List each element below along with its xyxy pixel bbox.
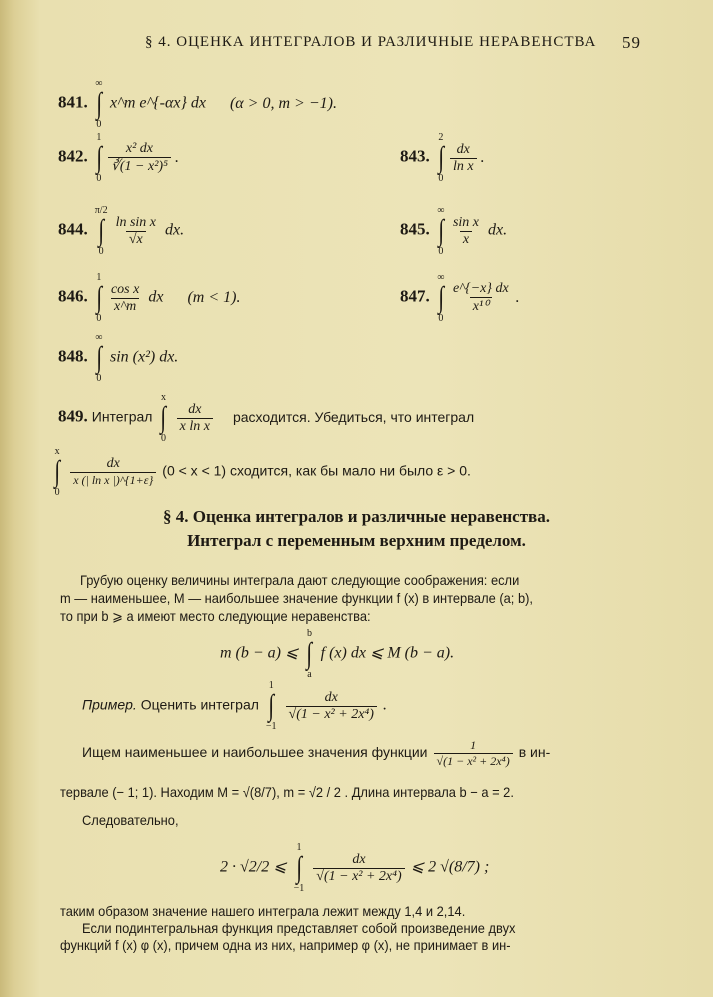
problem-number: 848.	[58, 346, 88, 366]
paragraph-line: Следовательно,	[82, 812, 179, 828]
inequality-1	[220, 628, 454, 680]
fraction	[108, 141, 171, 175]
denominator: x ln x	[177, 418, 213, 435]
math: f (x) dx ⩽ M (b − a).	[320, 644, 455, 662]
lower-limit: a	[307, 669, 312, 680]
integral	[305, 628, 313, 680]
upper-limit: b	[307, 628, 313, 639]
upper-limit: 1	[96, 272, 102, 283]
fraction	[434, 738, 513, 769]
paragraph-line: то при b ⩾ a имеют место следующие неравенства:	[60, 608, 371, 624]
upper-limit: 1	[296, 842, 302, 853]
lower-limit: 0	[54, 487, 60, 498]
lower-limit: 0	[438, 313, 444, 324]
lower-limit: 0	[161, 433, 167, 444]
problem-845	[400, 205, 507, 257]
integral	[437, 272, 445, 324]
paragraph-line: m — наименьшее, M — наибольшее значение функции f (x) в интервале (a; b),	[60, 590, 533, 606]
integral	[53, 446, 61, 498]
math: 2 · √2/2 ⩽	[220, 858, 287, 876]
math: .	[174, 148, 179, 166]
lower-limit: 0	[96, 173, 102, 184]
math: (m < 1).	[187, 288, 241, 306]
paragraph-line: Грубую оценку величины интеграла дают следующие соображения: если	[80, 572, 520, 588]
problem-848	[58, 332, 178, 384]
problem-841	[58, 78, 337, 130]
numerator: sin x	[452, 214, 480, 230]
text: расходится. Убедиться, что интеграл	[232, 408, 475, 425]
denominator: x¹⁰	[470, 297, 492, 315]
denominator: x	[460, 231, 472, 248]
denominator: x (| ln x |)^{1+ε}	[70, 472, 156, 488]
problem-844	[58, 205, 184, 257]
text: в ин-	[518, 744, 551, 761]
problem-842	[58, 132, 179, 184]
problem-number: 846.	[58, 286, 88, 306]
fraction	[313, 852, 404, 885]
page-number: 59	[622, 33, 641, 52]
upper-limit: 2	[438, 132, 444, 143]
text: Ищем наименьшее и наибольшее значения функции	[82, 744, 428, 761]
integral-sign: ∫	[306, 637, 313, 670]
numerator: dx	[106, 456, 120, 471]
integral	[437, 132, 445, 184]
upper-limit: ∞	[437, 272, 445, 283]
math: sin (x²) dx.	[109, 348, 179, 366]
numerator: e^{−x} dx	[452, 281, 509, 296]
numerator: dx	[188, 401, 202, 417]
lower-limit: −1	[293, 883, 305, 894]
upper-limit: ∞	[95, 78, 103, 89]
math: dx	[148, 288, 164, 306]
integral-sign: ∫	[160, 401, 167, 434]
lower-limit: 0	[96, 313, 102, 324]
problem-number: 841.	[58, 92, 88, 112]
numerator: x² dx	[125, 141, 154, 156]
math: x^m e^{-αx} dx	[109, 94, 206, 112]
text: (0 < x < 1) сходится, как бы мало ни было ε > 0.	[162, 462, 471, 479]
paragraph-line: таким образом значение нашего интеграла лежит между 1,4 и 2,14.	[60, 903, 466, 919]
lower-limit: 0	[438, 173, 444, 184]
denominator: √(1 − x² + 2x⁴)	[434, 753, 513, 769]
numerator: cos x	[110, 281, 140, 297]
upper-limit: 1	[268, 680, 274, 691]
lower-limit: 0	[98, 246, 104, 257]
math: dx.	[488, 221, 508, 239]
numerator: dx	[352, 851, 366, 867]
numerator: 1	[470, 738, 477, 752]
fraction	[450, 142, 477, 175]
integral	[294, 842, 305, 894]
integral	[266, 680, 277, 732]
integral-sign: ∫	[296, 851, 302, 884]
fraction	[286, 690, 377, 723]
math: .	[515, 288, 520, 306]
running-header: § 4. ОЦЕНКА ИНТЕГРАЛОВ И РАЗЛИЧНЫЕ НЕРАВЕНСТВА	[145, 34, 597, 50]
fraction	[450, 215, 482, 248]
problem-846	[58, 272, 240, 324]
upper-limit: x	[54, 446, 60, 457]
denominator: x^m	[111, 298, 139, 315]
integral	[95, 272, 103, 324]
problem-849-cont	[50, 446, 471, 498]
problem-number: 842.	[58, 146, 88, 166]
problem-number: 844.	[58, 219, 88, 239]
denominator: √x	[126, 231, 146, 248]
denominator: √(1 − x² + 2x⁴)	[286, 706, 377, 723]
fraction	[108, 282, 142, 315]
fraction	[177, 402, 213, 435]
integral-sign: ∫	[95, 281, 102, 314]
integral-sign: ∫	[98, 214, 105, 247]
upper-limit: π/2	[94, 205, 108, 216]
integral	[95, 78, 103, 130]
integral	[95, 205, 108, 257]
denominator: ln x	[450, 158, 477, 175]
numerator: ln sin x	[115, 214, 157, 230]
integral-sign: ∫	[95, 87, 102, 120]
integral-sign: ∫	[437, 214, 444, 247]
integral	[95, 332, 103, 384]
integral-sign: ∫	[437, 141, 444, 174]
math: dx.	[165, 221, 185, 239]
lower-limit: 0	[96, 119, 102, 130]
lower-limit: 0	[96, 373, 102, 384]
upper-limit: ∞	[437, 205, 445, 216]
section-subtitle: Интеграл с переменным верхним пределом.	[187, 531, 526, 550]
math: .	[382, 696, 387, 714]
fraction	[70, 456, 156, 488]
inequality-2	[220, 842, 489, 894]
numerator: dx	[324, 689, 338, 705]
example-label: Пример.	[82, 696, 137, 713]
upper-limit: ∞	[95, 332, 103, 343]
integral-sign: ∫	[95, 141, 102, 174]
paragraph-line	[82, 738, 550, 769]
integral-sign: ∫	[54, 455, 60, 488]
problem-number: 843.	[400, 146, 430, 166]
paragraph-line: тервале (− 1; 1). Находим M = √(8/7), m = √2 / 2 . Длина интервала b − a = 2.	[60, 784, 514, 800]
math: (α > 0, m > −1).	[229, 94, 337, 112]
paragraph-line: Если подинтегральная функция представляет собой произведение двух	[82, 920, 516, 936]
text: Оценить интеграл	[140, 696, 259, 713]
integral-sign: ∫	[268, 689, 275, 722]
problem-number: 849.	[58, 406, 88, 426]
fraction	[450, 281, 512, 315]
integral-sign: ∫	[437, 281, 444, 314]
denominator: √(1 − x² + 2x⁴)	[313, 868, 404, 885]
fraction	[113, 215, 159, 248]
math: ⩽ 2 √(8/7) ;	[410, 858, 490, 876]
example	[82, 680, 387, 732]
integral	[159, 392, 167, 444]
section-title: § 4. Оценка интегралов и различные неравенства.	[162, 507, 550, 526]
math: m (b − a) ⩽	[220, 644, 299, 662]
upper-limit: x	[161, 392, 167, 403]
text: Интеграл	[91, 408, 153, 425]
problem-number: 847.	[400, 286, 430, 306]
integral-sign: ∫	[95, 341, 102, 374]
problem-843	[400, 132, 485, 184]
math: .	[480, 148, 485, 166]
upper-limit: 1	[96, 132, 102, 143]
problem-number: 845.	[400, 219, 430, 239]
problem-849	[58, 392, 474, 444]
integral	[95, 132, 103, 184]
denominator: ∛(1 − x²)⁵	[108, 157, 171, 175]
paragraph-line: функций f (x) φ (x), причем одна из них, например φ (x), не принимает в ин-	[60, 937, 511, 953]
lower-limit: 0	[438, 246, 444, 257]
integral	[437, 205, 445, 257]
problem-847	[400, 272, 520, 324]
numerator: dx	[456, 141, 470, 157]
lower-limit: −1	[265, 721, 277, 732]
